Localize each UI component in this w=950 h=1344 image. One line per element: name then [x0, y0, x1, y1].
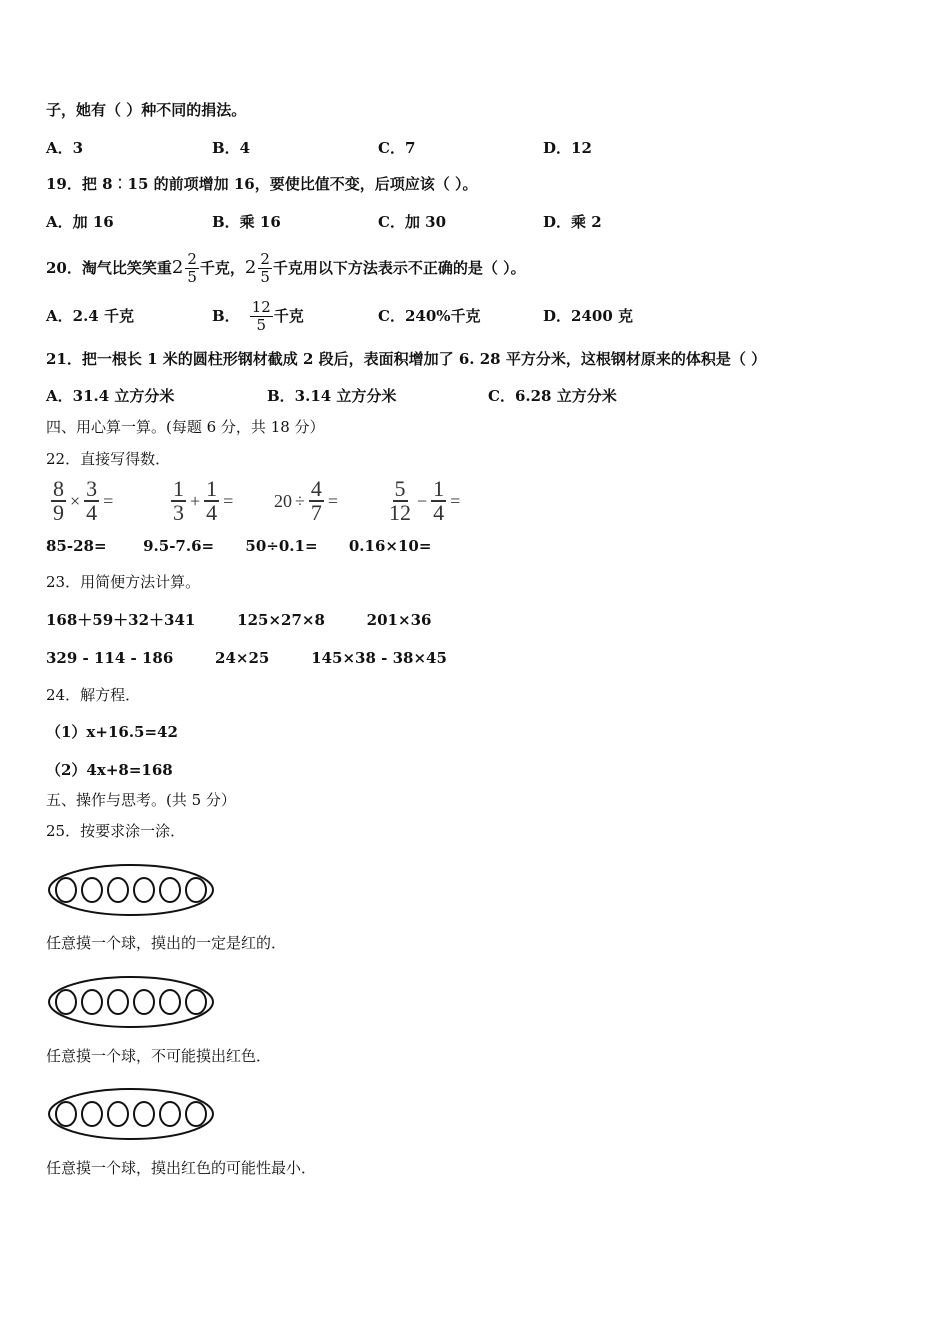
- ball-1-3[interactable]: [108, 878, 128, 902]
- ball-1-2[interactable]: [82, 878, 102, 902]
- q24-stem: 24．解方程．: [46, 686, 141, 704]
- q22-calc1-equals: =: [103, 490, 114, 511]
- q22-calc2-frac-a: [171, 478, 186, 524]
- q21-option-a: A．31.4 立方分米: [46, 387, 175, 405]
- q20-option-b: [212, 296, 304, 336]
- q19-option-a: A．加 16: [46, 213, 114, 231]
- ball-2-4[interactable]: [134, 990, 154, 1014]
- section-5-heading: 五、操作与思考。(共 5 分）: [46, 791, 236, 809]
- q22-calc2-a-den: 3: [173, 500, 184, 525]
- q22-calc2-b-den: 4: [206, 500, 218, 525]
- q20-option-b-label: B．: [212, 307, 240, 325]
- q22-calc1-b-den: 4: [86, 500, 98, 525]
- q22-calc3-frac-b: [309, 478, 324, 524]
- q22-calc3-operator: ÷: [295, 490, 305, 511]
- ball-1-4[interactable]: [134, 878, 154, 902]
- ball-3-4[interactable]: [134, 1102, 154, 1126]
- q22-calc3-a-int: 20: [274, 490, 292, 511]
- q22-calc1-b-num: 3: [86, 476, 98, 501]
- q20-option-d: D．2400 克: [543, 307, 633, 325]
- q18-option-c: C．7: [378, 139, 416, 157]
- q22-calc2-equals: =: [223, 490, 234, 511]
- q20-mixed2-whole: 2: [244, 257, 257, 278]
- q20-prefix: 20．淘气比笑笑重: [46, 259, 172, 277]
- q22-calc1-a-num: 8: [53, 476, 64, 501]
- q18-option-d: D．12: [543, 139, 592, 157]
- ball-1-5[interactable]: [160, 878, 180, 902]
- q22-calc3-b-num: 4: [310, 476, 322, 501]
- q22-calc2-b-num: 1: [206, 476, 218, 501]
- q19-option-d: D．乘 2: [543, 213, 602, 231]
- q22-calc4-a-num: 5: [394, 476, 406, 501]
- ball-group-2-oval: [49, 977, 213, 1027]
- q22-calc4-frac-b: [431, 478, 446, 524]
- ball-3-6[interactable]: [186, 1102, 206, 1126]
- ball-2-6[interactable]: [186, 990, 206, 1014]
- ball-group-3[interactable]: [47, 1086, 217, 1142]
- q20-option-b-num: 12: [251, 297, 271, 316]
- q21-option-b: B．3.14 立方分米: [267, 387, 397, 405]
- q18-option-b: B．4: [212, 139, 251, 157]
- q24-equation-2: （2）4x+8=168: [46, 761, 173, 779]
- q23-line-1: 168＋59＋32＋341 125×27×8 201×36: [46, 611, 432, 629]
- q20-option-c: C．240%千克: [378, 307, 481, 325]
- q22-calc4-b-den: 4: [433, 500, 445, 525]
- q22-calc4-equals: =: [450, 490, 461, 511]
- q25-stem: 25．按要求涂一涂．: [46, 822, 186, 840]
- q25-instruction-1: 任意摸一个球，摸出的一定是红的．: [46, 934, 287, 952]
- q22-calc-3: [274, 478, 341, 524]
- ball-1-1[interactable]: [56, 878, 76, 902]
- ball-2-5[interactable]: [160, 990, 180, 1014]
- q20-mixed1-den: 5: [187, 267, 197, 286]
- q22-decimal-calcs: 85-28= 9.5-7.6= 50÷0.1= 0.16×10=: [46, 537, 432, 555]
- q22-calc4-a-den: 12: [389, 500, 411, 525]
- q22-calc1-a-den: 9: [53, 500, 64, 525]
- q20-mixed1-whole: 2: [171, 257, 184, 278]
- section-4-heading: 四、用心算一算。(每题 6 分，共 18 分）: [46, 418, 325, 436]
- q22-calc3-b-den: 7: [310, 500, 322, 525]
- q22-calc2-a-num: 1: [173, 476, 184, 501]
- q20-mixed2-num: 2: [260, 249, 270, 268]
- q20-option-b-fraction: [250, 299, 273, 334]
- ball-group-3-oval: [49, 1089, 213, 1139]
- q22-calc4-operator: −: [417, 490, 428, 511]
- q20-mixed2-fraction: [258, 251, 272, 286]
- q22-calc3-equals: =: [327, 490, 339, 511]
- q20-mixed1-fraction: [185, 251, 199, 286]
- q21-option-c: C．6.28 立方分米: [488, 387, 617, 405]
- q22-calc1-frac-b: [84, 478, 99, 524]
- q22-calc1-frac-a: [51, 478, 66, 524]
- q20-mixed2-den: 5: [260, 267, 270, 286]
- q20-mid: 千克，: [199, 259, 245, 277]
- q20-suffix: 千克用以下方法表示不正确的是（ ）。: [272, 259, 526, 277]
- ball-group-1[interactable]: [47, 862, 217, 918]
- ball-group-1-oval: [49, 865, 213, 915]
- ball-3-2[interactable]: [82, 1102, 102, 1126]
- ball-3-5[interactable]: [160, 1102, 180, 1126]
- ball-group-2[interactable]: [47, 974, 217, 1030]
- q20-stem: [46, 248, 526, 288]
- ball-2-2[interactable]: [82, 990, 102, 1014]
- q25-instruction-2: 任意摸一个球，不可能摸出红色．: [46, 1047, 272, 1065]
- q22-calc1-operator: ×: [70, 490, 81, 511]
- q19-option-b: B．乘 16: [212, 213, 281, 231]
- q20-option-b-den: 5: [256, 315, 266, 334]
- q20-mixed1-num: 2: [187, 249, 197, 268]
- q22-calc-4: [386, 478, 463, 524]
- q19-stem: 19．把 8︰15 的前项增加 16，要使比值不变，后项应该（ ）。: [46, 175, 478, 193]
- q22-calc4-b-num: 1: [433, 476, 445, 501]
- q22-calc2-frac-b: [204, 478, 219, 524]
- q18-stem-tail: 子，她有（ ）种不同的捐法。: [46, 101, 247, 119]
- q21-stem: 21．把一根长 1 米的圆柱形钢材截成 2 段后，表面积增加了 6. 28 平方分米，这根钢材原来的体积是（ ）: [46, 350, 767, 368]
- q20-mixed-number-1: [172, 251, 200, 286]
- q19-option-c: C．加 30: [378, 213, 447, 231]
- q22-calc4-frac-a: [387, 478, 413, 524]
- q20-option-a: A．2.4 千克: [46, 307, 134, 325]
- q23-line-2: 329 - 114 - 186 24×25 145×38 - 38×45: [46, 649, 447, 667]
- q25-instruction-3: 任意摸一个球，摸出红色的可能性最小．: [46, 1159, 317, 1177]
- q22-stem: 22．直接写得数．: [46, 450, 171, 468]
- q23-stem: 23．用简便方法计算。: [46, 573, 201, 591]
- ball-3-1[interactable]: [56, 1102, 76, 1126]
- q18-option-a: A．3: [46, 139, 84, 157]
- q22-calc-1: [50, 478, 116, 524]
- q22-calc2-operator: +: [190, 490, 201, 511]
- ball-3-3[interactable]: [108, 1102, 128, 1126]
- q24-equation-1: （1）x+16.5=42: [46, 723, 178, 741]
- ball-1-6[interactable]: [186, 878, 206, 902]
- ball-2-1[interactable]: [56, 990, 76, 1014]
- ball-2-3[interactable]: [108, 990, 128, 1014]
- q22-calc-2: [170, 478, 236, 524]
- q20-option-b-unit: 千克: [273, 307, 304, 325]
- q20-mixed-number-2: [245, 251, 273, 286]
